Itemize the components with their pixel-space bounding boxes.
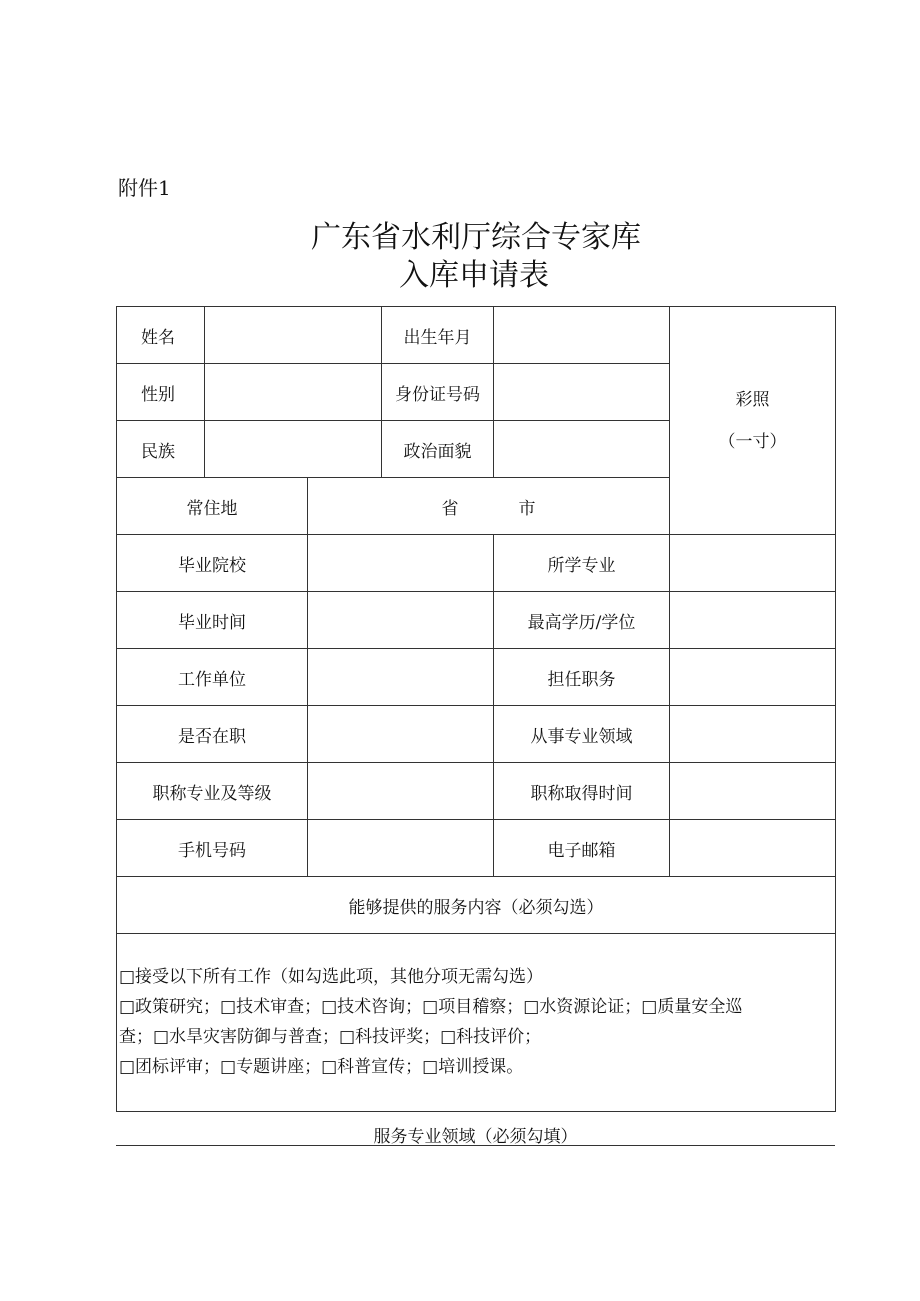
- divider: [116, 1145, 835, 1146]
- table-row: [117, 307, 836, 364]
- birth-label: 出生年月: [382, 307, 494, 364]
- form-title-line2: 入库申请表: [399, 258, 549, 293]
- school-label: 毕业院校: [117, 535, 308, 592]
- table-row: [117, 820, 836, 877]
- graduation-time-label: 毕业时间: [117, 592, 308, 649]
- residence-input-cell[interactable]: [308, 478, 670, 535]
- employer-label: 工作单位: [117, 649, 308, 706]
- graduation-time-input-cell[interactable]: [308, 592, 494, 649]
- major-label: 所学专业: [494, 535, 670, 592]
- form-title-line1: 广东省水利厅综合专家库: [311, 220, 641, 255]
- phone-input-cell[interactable]: [308, 820, 494, 877]
- gender-label: 性别: [117, 364, 205, 421]
- major-input-cell[interactable]: [670, 535, 836, 592]
- political-status-label: 政治面貌: [382, 421, 494, 478]
- service-field-label: 服务专业领域（必须勾填）: [373, 1127, 578, 1147]
- email-input-cell[interactable]: [670, 820, 836, 877]
- email-label: 电子邮箱: [494, 820, 670, 877]
- title-grade-label: 职称专业及等级: [117, 763, 308, 820]
- employer-input-cell[interactable]: [308, 649, 494, 706]
- degree-input-cell[interactable]: [670, 592, 836, 649]
- position-input-cell[interactable]: [670, 649, 836, 706]
- ethnicity-input-cell[interactable]: [205, 421, 382, 478]
- attachment-label: 附件1: [118, 176, 171, 200]
- id-number-input-cell[interactable]: [494, 364, 670, 421]
- political-status-input-cell[interactable]: [494, 421, 670, 478]
- services-options-box[interactable]: [117, 934, 836, 1112]
- services-options-line[interactable]: 查；□水旱灾害防御与普查；□科技评奖；□科技评价；: [119, 1027, 542, 1047]
- position-label: 担任职务: [494, 649, 670, 706]
- name-input-cell[interactable]: [205, 307, 382, 364]
- table-row: [117, 535, 836, 592]
- photo-label: 彩照: [735, 389, 770, 410]
- ethnicity-label: 民族: [117, 421, 205, 478]
- title-grade-input-cell[interactable]: [308, 763, 494, 820]
- city-label: 市: [518, 498, 536, 519]
- title-time-label: 职称取得时间: [494, 763, 670, 820]
- table-row: [117, 877, 836, 934]
- residence-label: 常住地: [117, 478, 308, 535]
- birth-input-cell[interactable]: [494, 307, 670, 364]
- photo-size-label: （一寸）: [718, 431, 787, 452]
- professional-field-input-cell[interactable]: [670, 706, 836, 763]
- services-options-line[interactable]: □团标评审；□专题讲座；□科普宣传；□培训授课。: [119, 1057, 524, 1077]
- table-row: [117, 592, 836, 649]
- degree-label: 最高学历/学位: [494, 592, 670, 649]
- services-option-all[interactable]: □接受以下所有工作（如勾选此项，其他分项无需勾选）: [119, 967, 544, 987]
- table-row: [117, 763, 836, 820]
- table-row: [117, 934, 836, 1112]
- employed-status-input-cell[interactable]: [308, 706, 494, 763]
- gender-input-cell[interactable]: [205, 364, 382, 421]
- school-input-cell[interactable]: [308, 535, 494, 592]
- title-time-input-cell[interactable]: [670, 763, 836, 820]
- province-label: 省: [441, 498, 459, 519]
- application-form-table: [116, 306, 836, 1112]
- name-label: 姓名: [117, 307, 205, 364]
- phone-label: 手机号码: [117, 820, 308, 877]
- employed-status-label: 是否在职: [117, 706, 308, 763]
- services-options-line[interactable]: □政策研究；□技术审查；□技术咨询；□项目稽察；□水资源论证；□质量安全巡: [119, 997, 743, 1017]
- professional-field-label: 从事专业领域: [494, 706, 670, 763]
- services-header: 能够提供的服务内容（必须勾选）: [117, 877, 836, 934]
- photo-box[interactable]: [670, 307, 836, 535]
- table-row: [117, 649, 836, 706]
- id-number-label: 身份证号码: [382, 364, 494, 421]
- table-row: [117, 706, 836, 763]
